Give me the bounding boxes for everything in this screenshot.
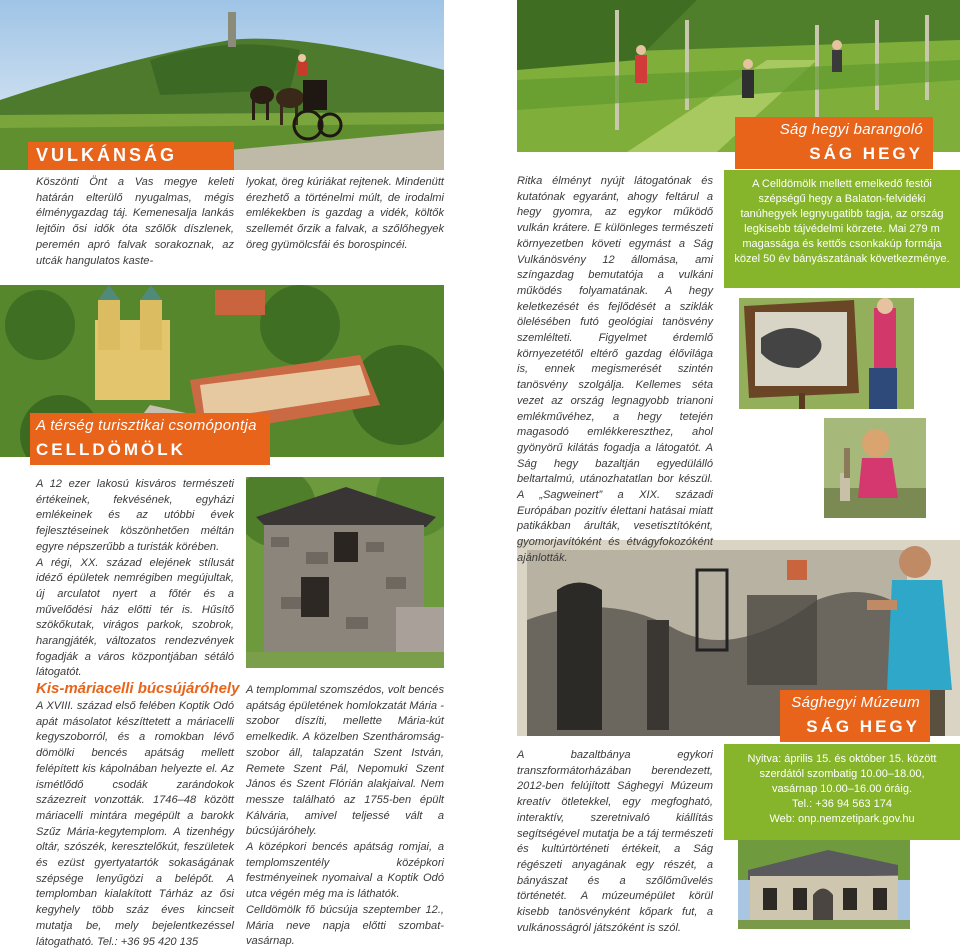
saghegy-intro-text: A Celldömölk mellett emelkedő festői szépségű hegy a Balaton-felvidéki tanúhegyek legnyugatibb tagja, az ország legkisebb tájvédelmi körzete. Mai 279 m magassága és kettős csonkakúp formája közel 50 év bányászatának következménye.	[734, 178, 950, 265]
muzeum-subtitle: Sághegyi Múzeum	[791, 694, 920, 711]
celldomolk-paragraph-2: A régi, XX. század elejének stílusát idéző épületek nemrégiben megújultak, új arculatot nyert a főtér és a művelődési ház előtti tér is. Hűsítő szökőkutak, virágos parkok, szobrok, harangjáték, változatos rendezvények fogadják a város központjában sétáló látogatót.	[36, 556, 234, 679]
museum-building-photo	[738, 840, 910, 929]
kismariacell-text-1	[36, 699, 234, 950]
muzeum-banner	[780, 690, 930, 742]
muzeum-opening-hours: Nyitva: április 15. és október 15. között	[747, 753, 937, 765]
kismariacell-paragraph-1: A XVIII. század első felében Koptik Odó apát másolatot készíttetett a máriacelli kegyszoborról, és a romokban lévő dömölki bencés apátság mellett felépített kis kápolnában helyezte el. Az ismétlődő csodák zarándokok százezreit vonzották. 1746–48 között máriacelli mintára megépült a barokk Szűz Mária-kegytemplom. A tizenhégy oltár, szószék, keresztelőkút, feszületek és ezüst gyertyatartók sokaságának szépsége lenyűgözi a belépőt. A templomban kialakított Tárház az ősi kegyhely több száz éves kincseit mutatja be, mely bejelentkezéssel látogatható. Tel.: +36 95 420 135	[36, 700, 234, 948]
vulkansag-paragraph-2: lyokat, öreg kúriákat rejtenek. Mindenütt érezhető a történelmi múlt, de irodalmi emlékekben is gazdag a vidék, költők szellemét őrzik a falvak, a szőlőhegyek öreg gyümölcsfái és borospincéi.	[246, 176, 444, 251]
kismariacell-text-2	[246, 683, 444, 950]
muzeum-phone: Tel.: +36 94 563 174	[792, 798, 892, 810]
vulkansag-banner	[28, 142, 234, 170]
muzeum-sunday-hours: vasárnap 10.00–16.00 óráig.	[771, 783, 913, 795]
celldomolk-text	[36, 477, 234, 681]
saghegy-banner	[735, 117, 933, 169]
celldomolk-title: CELLDÖMÖLK	[36, 440, 186, 459]
kismariacell-paragraph-4: Celldömölk fő búcsúja szeptember 12., Mária neve napja előtti szombat-vasárnap.	[246, 903, 444, 948]
saghegy-subtitle: Ság hegyi barangoló	[779, 121, 923, 138]
saghegy-text	[517, 174, 713, 567]
muzeum-weekday-hours: szerdától szombatig 10.00–18.00,	[759, 768, 925, 780]
saghegy-title: SÁG HEGY	[809, 144, 923, 163]
info-board-photo	[739, 298, 914, 409]
muzeum-paragraph: A bazaltbánya egykori transzformátorházában berendezett, 2012-ben felújított Sághegyi Múzeum kreatív ötletekkel, egy megfogható, interaktív, szeretnivaló kiállítás segítségével mutatja be a táj természeti és kultúrtörténeti értékeit, a Ság régészeti anyagának egy részét, a bányászat és a szőlőművelés történetét. A múzeumépület körül kisebb tanösvényként kőpark fut, a vulkánosságról játszóként is szól.	[517, 749, 713, 934]
stone-tower-photo	[246, 477, 444, 668]
kismariacell-paragraph-3: A középkori bencés apátság romjai, a templomszentély középkori festményeinek nyomaival a Koptik Odó utca végén még ma is láthatók.	[246, 841, 444, 901]
kismariacell-heading: Kis-máriacelli búcsújáróhely	[36, 680, 240, 697]
celldomolk-subtitle: A térség turisztikai csomópontja	[36, 417, 257, 434]
muzeum-info-box	[724, 744, 960, 840]
girl-photo	[824, 418, 926, 518]
saghegy-intro-box	[724, 170, 960, 288]
vulkansag-title: VULKÁNSÁG	[36, 145, 178, 165]
muzeum-text	[517, 748, 713, 936]
saghegy-paragraph: Ritka élményt nyújt látogatónak és kutatónak egyaránt, ahogy feltárul a hegy gyomra, az egykor működő vulkán krátere. E különleges természeti környezetben követi egymást a Ság Vulkánösvény 12 állomása, ami színgazdag bemutatója a vulkáni működés folyamatának. A hegy keletkezését és fejlődését a sziklák ölelésében futó geológiai tanösvény szemlélteti. Figyelmet érdemlő környezetétől eltérő gazdag élővilága is, ennek megismerését szintén tanösvény szolgálja. Kellemes séta vezet az ország legnagyobb trianoni emlékművéhez, a hegy tetején magasodó emlékkereszthez, ahol gyönyörű kilátás fogadja a látogatót. A Ság hegy bazaltján egyedülálló beltartalmú, utánozhatatlan bor készül. A „Sagweinert” a XIX. századi Európában pozitív élettani hatásai miatt patikákban árulták, vesetisztítóként, gyomorjavítóként és étvágyfokozóként ajánlották.	[517, 175, 713, 564]
celldomolk-paragraph-1: A 12 ezer lakosú kisváros természeti értékeinek, fekvésének, egyházi emlékeinek és az utóbbi évek fejlesztéseinek köszönhetően méltán egyre népszerűbb a turisták körében.	[36, 478, 234, 553]
vulkansag-text-2	[246, 175, 444, 254]
celldomolk-banner	[30, 413, 270, 465]
vulkansag-text-1	[36, 175, 234, 269]
muzeum-web-link[interactable]: Web: onp.nemzetipark.gov.hu	[769, 813, 915, 825]
kismariacell-paragraph-2: A templommal szomszédos, volt bencés apátság épületének homlokzatát Mária -szobor díszíti, mellette Mária-kút emelkedik. A közelben Szentháromság-szobor áll, talapzatán Szent István, Remete Szent Pál, Nepomuki Szent János és Szent Flórián alakjaival. Nem messze található az 1755-ben épült Kálvária, amivel teljessé vált a búcsújáróhely.	[246, 684, 444, 838]
vulkansag-paragraph-1: Köszönti Önt a Vas megye keleti határán elterülő nyugalmas, mégis élménygazdag táj. Kemenesalja lankás lejtőin ősi idők óta szőlők díszlenek, peremén apró falvak sorakoznak, az utcák hangulatos kaste-	[36, 176, 234, 267]
muzeum-title: SÁG HEGY	[806, 717, 920, 736]
